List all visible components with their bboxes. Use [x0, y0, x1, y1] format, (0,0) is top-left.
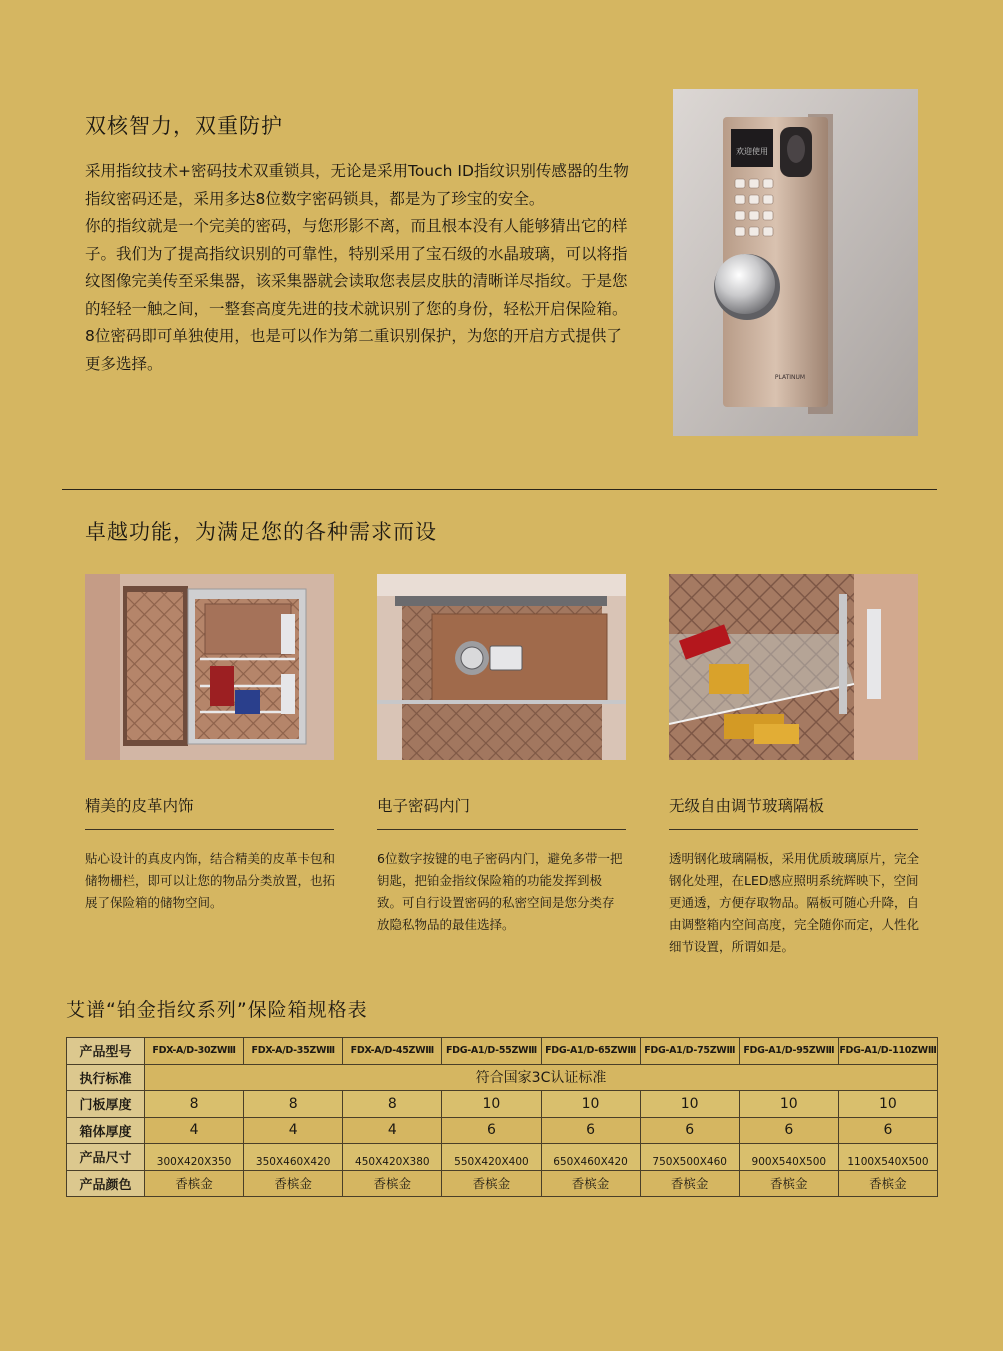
table-cell: FDG-A1/D-75ZWⅢ	[640, 1038, 739, 1065]
table-cell: 10	[640, 1091, 739, 1118]
table-cell: 350X460X420	[244, 1144, 343, 1171]
table-cell: 10	[739, 1091, 838, 1118]
table-cell: 900X540X500	[739, 1144, 838, 1171]
row-label: 产品颜色	[67, 1170, 145, 1197]
spec-table-title: 艾谱“铂金指纹系列”保险箱规格表	[66, 999, 368, 1021]
table-cell: 香槟金	[442, 1170, 541, 1197]
table-cell: 香槟金	[541, 1170, 640, 1197]
table-cell: 符合国家3C认证标准	[145, 1064, 938, 1091]
table-cell: 10	[541, 1091, 640, 1118]
table-row-body	[67, 1117, 938, 1144]
table-cell: 8	[145, 1091, 244, 1118]
section1-title: 双核智力，双重防护	[85, 114, 283, 138]
lock-screen-text: 欢迎使用	[736, 147, 768, 156]
table-cell: 1100X540X500	[838, 1144, 937, 1171]
table-row-door	[67, 1091, 938, 1118]
table-cell: FDX-A/D-30ZWⅢ	[145, 1038, 244, 1065]
section-divider	[62, 489, 937, 490]
section1-body	[85, 158, 635, 378]
table-cell: FDG-A1/D-65ZWⅢ	[541, 1038, 640, 1065]
table-cell: 香槟金	[343, 1170, 442, 1197]
lock-brand-text: PLATINUM	[774, 374, 806, 381]
leather-interior-photo	[85, 574, 334, 760]
row-label: 执行标准	[67, 1064, 145, 1091]
table-cell: 10	[442, 1091, 541, 1118]
section2-title: 卓越功能，为满足您的各种需求而设	[85, 520, 437, 544]
table-cell: 300X420X350	[145, 1144, 244, 1171]
electronic-inner-door-photo	[377, 574, 626, 760]
table-cell: 8	[343, 1091, 442, 1118]
feature-title-inner-door: 电子密码内门	[377, 797, 471, 815]
table-cell: 750X500X460	[640, 1144, 739, 1171]
table-cell: 550X420X400	[442, 1144, 541, 1171]
table-cell: 6	[442, 1117, 541, 1144]
table-cell: 450X420X380	[343, 1144, 442, 1171]
feature-desc-leather: 贴心设计的真皮内饰，结合精美的皮革卡包和储物栅栏，即可以让您的物品分类放置，也拓展了保险箱的储物空间。	[85, 851, 336, 910]
glass-shelf-photo	[669, 574, 918, 760]
row-label: 产品型号	[67, 1038, 145, 1065]
table-row-standard	[67, 1064, 938, 1091]
table-row-model	[67, 1038, 938, 1065]
table-cell: 10	[838, 1091, 937, 1118]
table-cell: 6	[838, 1117, 937, 1144]
intro-paragraph-2: 你的指纹就是一个完美的密码，与您形影不离，而且根本没有人能够猜出它的样子。我们为了提高指纹识别的可靠性，特别采用了宝石级的水晶玻璃，可以将指纹图像完美传至采集器，该采集器就会读取您表层皮肤的清晰详尽指纹。于是您的轻轻一触之间，一整套高度先进的技术就识别了您的身份，轻松开启保险箱。	[85, 217, 628, 318]
table-cell: 香槟金	[145, 1170, 244, 1197]
table-cell: 650X460X420	[541, 1144, 640, 1171]
table-cell: 香槟金	[640, 1170, 739, 1197]
intro-paragraph-1: 采用指纹技术+密码技术双重锁具，无论是采用Touch ID指纹识别传感器的生物指纹密码还是，采用多达8位数字密码锁具，都是为了珍宝的安全。	[85, 162, 629, 208]
feature-rule-2	[377, 829, 626, 830]
feature-rule-1	[85, 829, 334, 830]
table-cell: 香槟金	[739, 1170, 838, 1197]
table-cell: FDX-A/D-35ZWⅢ	[244, 1038, 343, 1065]
fingerprint-lock-photo	[673, 89, 918, 436]
table-cell: 香槟金	[838, 1170, 937, 1197]
table-row-size	[67, 1144, 938, 1171]
table-cell: 香槟金	[244, 1170, 343, 1197]
table-cell: 4	[145, 1117, 244, 1144]
intro-paragraph-3: 8位密码即可单独使用，也是可以作为第二重识别保护，为您的开启方式提供了更多选择。	[85, 327, 622, 373]
table-cell: FDG-A1/D-110ZWⅢ	[838, 1038, 937, 1065]
table-cell: 6	[640, 1117, 739, 1144]
table-row-color	[67, 1170, 938, 1197]
spec-table	[66, 1037, 938, 1197]
feature-title-glass-shelf: 无级自由调节玻璃隔板	[669, 797, 825, 815]
table-cell: 8	[244, 1091, 343, 1118]
table-cell: 4	[343, 1117, 442, 1144]
table-cell: 4	[244, 1117, 343, 1144]
table-cell: FDX-A/D-45ZWⅢ	[343, 1038, 442, 1065]
table-cell: 6	[739, 1117, 838, 1144]
row-label: 箱体厚度	[67, 1117, 145, 1144]
row-label: 产品尺寸	[67, 1144, 145, 1171]
feature-rule-3	[669, 829, 918, 830]
row-label: 门板厚度	[67, 1091, 145, 1118]
feature-desc-glass-shelf: 透明钢化玻璃隔板，采用优质玻璃原片，完全钢化处理，在LED感应照明系统辉映下，空间更通透，方便存取物品。隔板可随心升降，自由调整箱内空间高度，完全随你而定，人性化细节设置，所谓如是。	[669, 851, 920, 954]
table-cell: 6	[541, 1117, 640, 1144]
feature-title-leather: 精美的皮革内饰	[85, 797, 194, 815]
table-cell: FDG-A1/D-55ZWⅢ	[442, 1038, 541, 1065]
table-cell: FDG-A1/D-95ZWⅢ	[739, 1038, 838, 1065]
feature-desc-inner-door: 6位数字按键的电子密码内门，避免多带一把钥匙，把铂金指纹保险箱的功能发挥到极致。可自行设置密码的私密空间是您分类存放隐私物品的最佳选择。	[377, 851, 623, 932]
